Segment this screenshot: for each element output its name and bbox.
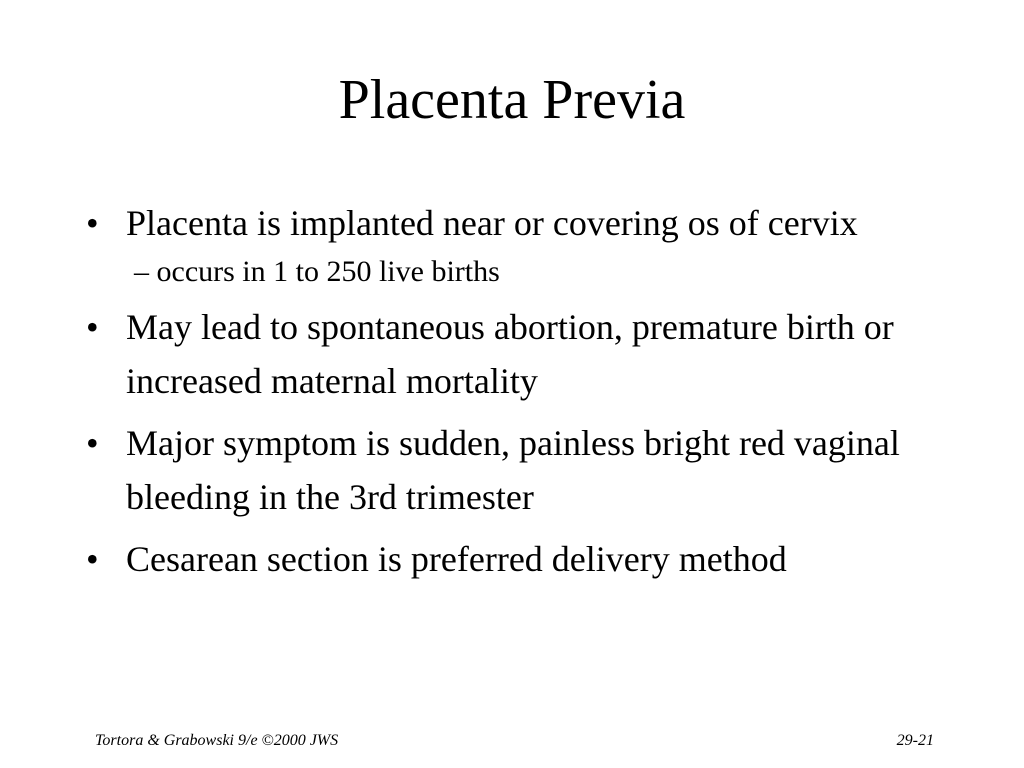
bullet-item (86, 416, 976, 524)
bullet-text: Placenta is implanted near or covering os of cervix (126, 203, 858, 243)
sub-bullet-list (126, 252, 976, 292)
bullet-text: Major symptom is sudden, painless bright red vaginal bleeding in the 3rd trimester (126, 423, 900, 517)
bullet-marker: • (86, 423, 99, 463)
footer-page-number: 29-21 (896, 732, 934, 749)
sub-bullet-marker: – (134, 255, 149, 288)
bullet-marker: • (86, 203, 99, 243)
bullet-list (86, 196, 976, 594)
bullet-item (86, 300, 976, 408)
bullet-item (86, 532, 976, 586)
bullet-item (86, 196, 976, 292)
sub-bullet-text: occurs in 1 to 250 live births (156, 255, 500, 288)
bullet-text: Cesarean section is preferred delivery method (126, 539, 787, 579)
bullet-marker: • (86, 539, 99, 579)
slide-title: Placenta Previa (338, 69, 686, 131)
bullet-text: May lead to spontaneous abortion, premature birth or increased maternal mortality (126, 307, 894, 401)
sub-bullet-item (126, 252, 976, 292)
footer-credit: Tortora & Grabowski 9/e ©2000 JWS (95, 732, 339, 749)
bullet-marker: • (86, 307, 99, 347)
